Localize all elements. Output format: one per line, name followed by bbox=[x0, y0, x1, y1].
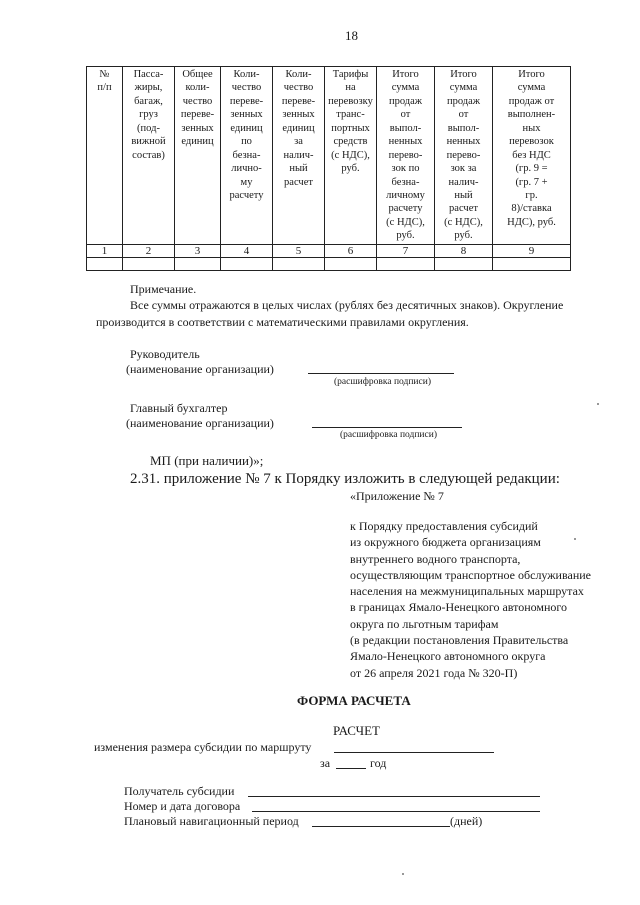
approval-line: внутреннего водного транспорта, bbox=[350, 551, 521, 566]
column-number: 2 bbox=[123, 244, 175, 257]
period-label: Плановый навигационный период bbox=[124, 814, 299, 828]
column-number: 9 bbox=[493, 244, 571, 257]
approval-line: Ямало-Ненецкого автономного округа bbox=[350, 649, 546, 664]
header-cell: Коли- чество переве- зенных единиц по безна- лично- му расчету bbox=[221, 67, 273, 245]
period-suffix: (дней) bbox=[450, 814, 483, 828]
approval-block bbox=[350, 518, 591, 681]
amendment-text: 2.31. приложение № 7 к Порядку изложить в следующей редакции: bbox=[130, 471, 560, 487]
contract-label: Номер и дата договора bbox=[124, 799, 241, 813]
header-cell: Пасса- жиры, багаж, груз (под- вижной состав) bbox=[123, 67, 175, 245]
header-cell: Итого сумма продаж от выпол- ненных перево- зок за налич- ный расчет (с НДС), руб. bbox=[435, 67, 493, 245]
header-cell: Итого сумма продаж от выпол- ненных перево- зок по безна- личному расчету (с НДС), руб. bbox=[377, 67, 435, 245]
approval-line: в границах Ямало-Ненецкого автономного bbox=[350, 600, 568, 615]
header-cell: Общее коли- чество переве- зенных единиц bbox=[175, 67, 221, 245]
year-prefix: за bbox=[320, 756, 331, 770]
header-cell: Тарифы на перевозку транс- портных средств (с НДС), руб. bbox=[325, 67, 377, 245]
stamp-note: МП (при наличии)»; bbox=[150, 453, 264, 468]
header-cell: Коли- чество переве- зенных единиц за налич- ный расчет bbox=[273, 67, 325, 245]
column-number: 4 bbox=[221, 244, 273, 257]
head-signature-line bbox=[308, 373, 454, 374]
table-header-row bbox=[87, 67, 571, 245]
table-cell bbox=[377, 257, 435, 270]
approval-line: населения на межмуниципальных маршрутах bbox=[350, 584, 584, 599]
period-input-line bbox=[312, 826, 450, 827]
scan-speck bbox=[574, 538, 576, 540]
approval-line: округа по льготным тарифам bbox=[350, 616, 499, 631]
approval-line: осуществляющим транспортное обслуживание bbox=[350, 567, 591, 582]
head-label: Руководитель bbox=[130, 347, 200, 361]
page-number: 18 bbox=[345, 28, 358, 43]
note-line-2: производится в соответствии с математическими правилами округления. bbox=[96, 315, 469, 329]
approval-line: к Порядку предоставления субсидий bbox=[350, 519, 538, 533]
table-cell bbox=[493, 257, 571, 270]
table-cell bbox=[87, 257, 123, 270]
column-number: 8 bbox=[435, 244, 493, 257]
table-cell bbox=[435, 257, 493, 270]
calculation-table bbox=[86, 66, 571, 271]
table-cell bbox=[273, 257, 325, 270]
column-number: 1 bbox=[87, 244, 123, 257]
note-line-1: Все суммы отражаются в целых числах (рублях без десятичных знаков). Округление bbox=[130, 298, 564, 312]
column-number: 5 bbox=[273, 244, 325, 257]
approval-line: из окружного бюджета организациям bbox=[350, 535, 541, 550]
column-number-row bbox=[87, 244, 571, 257]
recipient-input-line bbox=[248, 796, 540, 797]
column-number: 3 bbox=[175, 244, 221, 257]
accountant-signature-line bbox=[312, 427, 462, 428]
route-input-line bbox=[334, 752, 494, 753]
accountant-org-label: (наименование организации) bbox=[126, 416, 274, 430]
header-cell: № п/п bbox=[87, 67, 123, 245]
recipient-label: Получатель субсидии bbox=[124, 784, 235, 798]
head-signature-caption: (расшифровка подписи) bbox=[334, 377, 431, 387]
accountant-label: Главный бухгалтер bbox=[130, 401, 228, 415]
table-cell bbox=[325, 257, 377, 270]
table-cell bbox=[175, 257, 221, 270]
header-cell: Итого сумма продаж от выполнен- ных перевозок без НДС (гр. 9 = (гр. 7 + гр. 8)/ставка НДС), руб. bbox=[493, 67, 571, 245]
appendix-title: «Приложение № 7 bbox=[350, 489, 444, 503]
head-org-label: (наименование организации) bbox=[126, 362, 274, 376]
column-number: 7 bbox=[377, 244, 435, 257]
scan-speck bbox=[597, 403, 599, 405]
accountant-signature-caption: (расшифровка подписи) bbox=[340, 430, 437, 440]
form-title: РАСЧЕТ bbox=[333, 723, 380, 738]
year-suffix: год bbox=[370, 756, 387, 770]
contract-input-line bbox=[252, 811, 540, 812]
scan-speck bbox=[402, 873, 404, 875]
note-title: Примечание. bbox=[130, 282, 197, 296]
approval-line: от 26 апреля 2021 года № 320-П) bbox=[350, 665, 518, 680]
table-cell bbox=[221, 257, 273, 270]
table-cell bbox=[123, 257, 175, 270]
route-label: изменения размера субсидии по маршруту bbox=[94, 740, 312, 754]
year-input-line bbox=[336, 768, 366, 769]
approval-line: (в редакции постановления Правительства bbox=[350, 633, 569, 648]
form-heading: ФОРМА РАСЧЕТА bbox=[297, 693, 411, 708]
empty-data-row bbox=[87, 257, 571, 270]
column-number: 6 bbox=[325, 244, 377, 257]
